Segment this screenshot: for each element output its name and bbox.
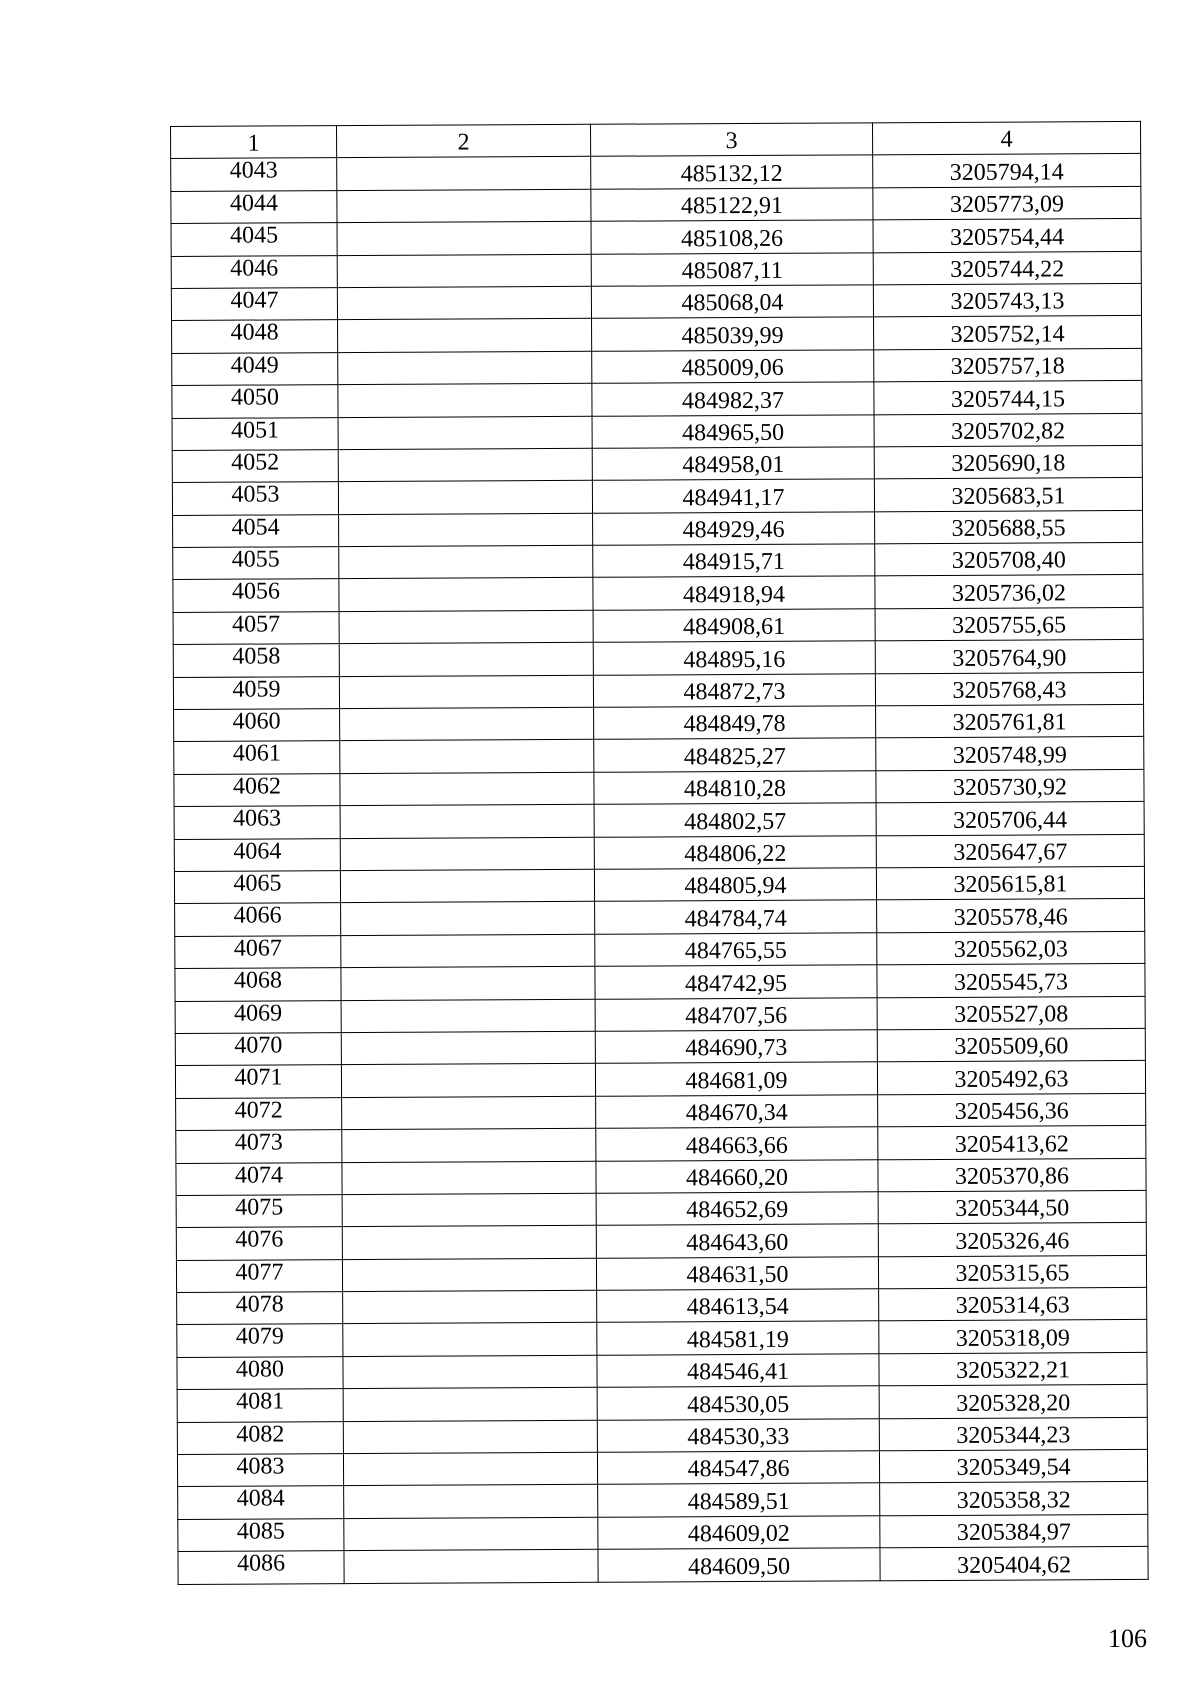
x-coordinate-cell: 484546,41 — [597, 1354, 879, 1388]
empty-cell — [338, 351, 592, 385]
empty-cell — [340, 707, 594, 741]
point-number-cell: 4063 — [174, 806, 340, 839]
table-row — [175, 964, 1145, 1001]
table-row — [171, 186, 1141, 223]
table-row — [176, 1126, 1146, 1163]
x-coordinate-cell: 484806,22 — [594, 835, 876, 869]
table-row — [173, 510, 1143, 547]
point-number-cell: 4043 — [171, 158, 337, 191]
table-row — [171, 154, 1141, 191]
empty-cell — [337, 189, 591, 223]
y-coordinate-cell: 3205794,14 — [873, 154, 1141, 188]
point-number-cell: 4060 — [174, 709, 340, 742]
point-number-cell: 4077 — [176, 1259, 342, 1292]
x-coordinate-cell: 484707,56 — [595, 997, 877, 1031]
y-coordinate-cell: 3205736,02 — [875, 575, 1143, 609]
point-number-cell: 4061 — [174, 741, 340, 774]
x-coordinate-cell: 484631,50 — [596, 1256, 878, 1290]
table-row — [172, 445, 1142, 482]
empty-cell — [337, 157, 591, 191]
empty-cell — [341, 966, 595, 1000]
table-header — [171, 121, 1141, 158]
x-coordinate-cell: 484784,74 — [595, 900, 877, 934]
x-coordinate-cell: 485087,11 — [591, 252, 873, 286]
x-coordinate-cell: 484805,94 — [594, 868, 876, 902]
point-number-cell: 4075 — [176, 1195, 342, 1228]
point-number-cell: 4046 — [171, 255, 337, 288]
y-coordinate-cell: 3205764,90 — [875, 640, 1143, 674]
point-number-cell: 4044 — [171, 190, 337, 223]
point-number-cell: 4076 — [176, 1227, 342, 1260]
empty-cell — [338, 319, 592, 353]
table-row — [177, 1320, 1147, 1357]
y-coordinate-cell: 3205344,23 — [879, 1417, 1147, 1451]
y-coordinate-cell: 3205744,15 — [874, 381, 1142, 415]
table-row — [176, 1255, 1146, 1292]
point-number-cell: 4084 — [178, 1486, 344, 1519]
y-coordinate-cell: 3205690,18 — [874, 445, 1142, 479]
y-coordinate-cell: 3205702,82 — [874, 413, 1142, 447]
table-row — [176, 1093, 1146, 1130]
y-coordinate-cell: 3205761,81 — [876, 704, 1144, 738]
point-number-cell: 4068 — [175, 968, 341, 1001]
y-coordinate-cell: 3205757,18 — [874, 348, 1142, 382]
empty-cell — [340, 740, 594, 774]
y-coordinate-cell: 3205545,73 — [877, 964, 1145, 998]
table-row — [178, 1547, 1148, 1584]
empty-cell — [341, 1031, 595, 1065]
empty-cell — [339, 643, 593, 677]
empty-cell — [342, 1096, 596, 1130]
x-coordinate-cell: 484530,05 — [597, 1386, 879, 1420]
point-number-cell: 4049 — [172, 352, 338, 385]
y-coordinate-cell: 3205492,63 — [877, 1061, 1145, 1095]
point-number-cell: 4071 — [175, 1065, 341, 1098]
point-number-cell: 4073 — [176, 1130, 342, 1163]
empty-cell — [338, 416, 592, 450]
point-number-cell: 4085 — [178, 1518, 344, 1551]
table-row — [171, 219, 1141, 256]
table-row — [174, 769, 1144, 806]
table-row — [173, 575, 1143, 612]
table-row — [174, 866, 1144, 903]
x-coordinate-cell: 484918,94 — [593, 576, 875, 610]
point-number-cell: 4080 — [177, 1356, 343, 1389]
x-coordinate-cell: 484958,01 — [592, 447, 874, 481]
point-number-cell: 4052 — [172, 450, 338, 483]
header-cell-3: 3 — [590, 123, 872, 157]
point-number-cell: 4059 — [173, 676, 339, 709]
point-number-cell: 4048 — [172, 320, 338, 353]
empty-cell — [339, 675, 593, 709]
x-coordinate-cell: 484609,50 — [598, 1548, 880, 1582]
table-row — [176, 1223, 1146, 1260]
empty-cell — [343, 1355, 597, 1389]
point-number-cell: 4067 — [175, 935, 341, 968]
y-coordinate-cell: 3205755,65 — [875, 607, 1143, 641]
x-coordinate-cell: 484825,27 — [594, 738, 876, 772]
table-row — [173, 607, 1143, 644]
y-coordinate-cell: 3205358,32 — [880, 1482, 1148, 1516]
x-coordinate-cell: 484652,69 — [596, 1192, 878, 1226]
point-number-cell: 4045 — [171, 223, 337, 256]
empty-cell — [342, 1258, 596, 1292]
x-coordinate-cell: 485132,12 — [591, 155, 873, 189]
empty-cell — [343, 1323, 597, 1357]
table-row — [172, 381, 1142, 418]
y-coordinate-cell: 3205349,54 — [879, 1449, 1147, 1483]
y-coordinate-cell: 3205562,03 — [877, 931, 1145, 965]
point-number-cell: 4054 — [173, 514, 339, 547]
x-coordinate-cell: 484965,50 — [592, 414, 874, 448]
empty-cell — [338, 481, 592, 515]
table-row — [173, 542, 1143, 579]
header-row — [171, 121, 1141, 158]
x-coordinate-cell: 484849,78 — [594, 706, 876, 740]
y-coordinate-cell: 3205322,21 — [879, 1352, 1147, 1386]
empty-cell — [341, 999, 595, 1033]
point-number-cell: 4078 — [177, 1292, 343, 1325]
x-coordinate-cell: 484802,57 — [594, 803, 876, 837]
y-coordinate-cell: 3205527,08 — [877, 996, 1145, 1030]
point-number-cell: 4081 — [177, 1389, 343, 1422]
table-row — [176, 1158, 1146, 1195]
empty-cell — [337, 221, 591, 255]
table-row — [172, 316, 1142, 353]
y-coordinate-cell: 3205744,22 — [873, 251, 1141, 285]
empty-cell — [340, 772, 594, 806]
table-row — [175, 1028, 1145, 1065]
table-row — [175, 996, 1145, 1033]
empty-cell — [337, 254, 591, 288]
y-coordinate-cell: 3205456,36 — [878, 1093, 1146, 1127]
point-number-cell: 4058 — [173, 644, 339, 677]
empty-cell — [344, 1517, 598, 1551]
x-coordinate-cell: 484660,20 — [596, 1159, 878, 1193]
y-coordinate-cell: 3205688,55 — [875, 510, 1143, 544]
x-coordinate-cell: 485039,99 — [592, 317, 874, 351]
y-coordinate-cell: 3205413,62 — [878, 1126, 1146, 1160]
table-body — [171, 154, 1148, 1584]
x-coordinate-cell: 484690,73 — [595, 1030, 877, 1064]
x-coordinate-cell: 484982,37 — [592, 382, 874, 416]
table-row — [174, 737, 1144, 774]
point-number-cell: 4065 — [174, 871, 340, 904]
y-coordinate-cell: 3205315,65 — [878, 1255, 1146, 1289]
table-row — [172, 348, 1142, 385]
x-coordinate-cell: 484643,60 — [596, 1224, 878, 1258]
empty-cell — [340, 869, 594, 903]
table-row — [173, 640, 1143, 677]
empty-cell — [339, 513, 593, 547]
x-coordinate-cell: 484810,28 — [594, 771, 876, 805]
x-coordinate-cell: 485108,26 — [591, 220, 873, 254]
empty-cell — [341, 1064, 595, 1098]
table-row — [176, 1190, 1146, 1227]
point-number-cell: 4057 — [173, 611, 339, 644]
point-number-cell: 4082 — [177, 1421, 343, 1454]
point-number-cell: 4074 — [176, 1162, 342, 1195]
x-coordinate-cell: 484670,34 — [596, 1095, 878, 1129]
point-number-cell: 4050 — [172, 385, 338, 418]
empty-cell — [340, 804, 594, 838]
empty-cell — [342, 1226, 596, 1260]
y-coordinate-cell: 3205344,50 — [878, 1190, 1146, 1224]
empty-cell — [339, 610, 593, 644]
empty-cell — [343, 1290, 597, 1324]
y-coordinate-cell: 3205743,13 — [873, 283, 1141, 317]
y-coordinate-cell: 3205706,44 — [876, 802, 1144, 836]
point-number-cell: 4066 — [175, 903, 341, 936]
table-row — [177, 1287, 1147, 1324]
y-coordinate-cell: 3205754,44 — [873, 219, 1141, 253]
table-row — [171, 251, 1141, 288]
empty-cell — [342, 1193, 596, 1227]
y-coordinate-cell: 3205328,20 — [879, 1385, 1147, 1419]
x-coordinate-cell: 485009,06 — [592, 350, 874, 384]
point-number-cell: 4079 — [177, 1324, 343, 1357]
empty-cell — [343, 1388, 597, 1422]
x-coordinate-cell: 484908,61 — [593, 609, 875, 643]
table-row — [175, 899, 1145, 936]
x-coordinate-cell: 484915,71 — [593, 544, 875, 578]
point-number-cell: 4053 — [172, 482, 338, 515]
coordinates-table — [170, 121, 1149, 1585]
table-row — [171, 283, 1141, 320]
y-coordinate-cell: 3205404,62 — [880, 1547, 1148, 1581]
x-coordinate-cell: 484547,86 — [597, 1451, 879, 1485]
y-coordinate-cell: 3205578,46 — [877, 899, 1145, 933]
empty-cell — [341, 934, 595, 968]
x-coordinate-cell: 485068,04 — [591, 285, 873, 319]
point-number-cell: 4047 — [171, 288, 337, 321]
y-coordinate-cell: 3205647,67 — [876, 834, 1144, 868]
x-coordinate-cell: 484609,02 — [598, 1516, 880, 1550]
x-coordinate-cell: 484589,51 — [598, 1483, 880, 1517]
y-coordinate-cell: 3205509,60 — [877, 1028, 1145, 1062]
point-number-cell: 4069 — [175, 1000, 341, 1033]
y-coordinate-cell: 3205384,97 — [880, 1514, 1148, 1548]
table-row — [173, 672, 1143, 709]
x-coordinate-cell: 484581,19 — [597, 1321, 879, 1355]
table-row — [174, 704, 1144, 741]
table-row — [177, 1417, 1147, 1454]
table-row — [178, 1514, 1148, 1551]
y-coordinate-cell: 3205318,09 — [879, 1320, 1147, 1354]
y-coordinate-cell: 3205314,63 — [879, 1287, 1147, 1321]
y-coordinate-cell: 3205708,40 — [875, 542, 1143, 576]
empty-cell — [341, 902, 595, 936]
table-row — [174, 802, 1144, 839]
x-coordinate-cell: 484681,09 — [595, 1062, 877, 1096]
point-number-cell: 4070 — [175, 1033, 341, 1066]
x-coordinate-cell: 484765,55 — [595, 933, 877, 967]
table-row — [177, 1352, 1147, 1389]
y-coordinate-cell: 3205730,92 — [876, 769, 1144, 803]
y-coordinate-cell: 3205326,46 — [878, 1223, 1146, 1257]
y-coordinate-cell: 3205773,09 — [873, 186, 1141, 220]
table-row — [172, 413, 1142, 450]
empty-cell — [338, 448, 592, 482]
header-cell-4: 4 — [872, 121, 1140, 155]
empty-cell — [340, 837, 594, 871]
page-number: 106 — [1108, 1624, 1147, 1653]
table-row — [175, 1061, 1145, 1098]
x-coordinate-cell: 484941,17 — [592, 479, 874, 513]
empty-cell — [342, 1128, 596, 1162]
y-coordinate-cell: 3205683,51 — [874, 478, 1142, 512]
empty-cell — [339, 545, 593, 579]
empty-cell — [342, 1161, 596, 1195]
table-row — [177, 1385, 1147, 1422]
y-coordinate-cell: 3205752,14 — [874, 316, 1142, 350]
y-coordinate-cell: 3205615,81 — [876, 866, 1144, 900]
empty-cell — [339, 578, 593, 612]
table-row — [174, 834, 1144, 871]
x-coordinate-cell: 484895,16 — [593, 641, 875, 675]
point-number-cell: 4072 — [176, 1097, 342, 1130]
table-row — [177, 1449, 1147, 1486]
y-coordinate-cell: 3205370,86 — [878, 1158, 1146, 1192]
header-cell-2: 2 — [337, 124, 591, 158]
x-coordinate-cell: 484530,33 — [597, 1418, 879, 1452]
point-number-cell: 4055 — [173, 547, 339, 580]
header-cell-1: 1 — [171, 126, 337, 159]
empty-cell — [343, 1452, 597, 1486]
y-coordinate-cell: 3205768,43 — [875, 672, 1143, 706]
empty-cell — [337, 286, 591, 320]
x-coordinate-cell: 484663,66 — [596, 1127, 878, 1161]
x-coordinate-cell: 484742,95 — [595, 965, 877, 999]
x-coordinate-cell: 484872,73 — [593, 673, 875, 707]
point-number-cell: 4062 — [174, 773, 340, 806]
point-number-cell: 4051 — [172, 417, 338, 450]
point-number-cell: 4083 — [177, 1454, 343, 1487]
table-row — [175, 931, 1145, 968]
table-row — [172, 478, 1142, 515]
empty-cell — [344, 1549, 598, 1583]
empty-cell — [344, 1485, 598, 1519]
x-coordinate-cell: 484929,46 — [593, 512, 875, 546]
x-coordinate-cell: 484613,54 — [597, 1289, 879, 1323]
empty-cell — [338, 383, 592, 417]
empty-cell — [343, 1420, 597, 1454]
table-row — [178, 1482, 1148, 1519]
x-coordinate-cell: 485122,91 — [591, 188, 873, 222]
y-coordinate-cell: 3205748,99 — [876, 737, 1144, 771]
point-number-cell: 4064 — [174, 838, 340, 871]
point-number-cell: 4056 — [173, 579, 339, 612]
point-number-cell: 4086 — [178, 1551, 344, 1584]
